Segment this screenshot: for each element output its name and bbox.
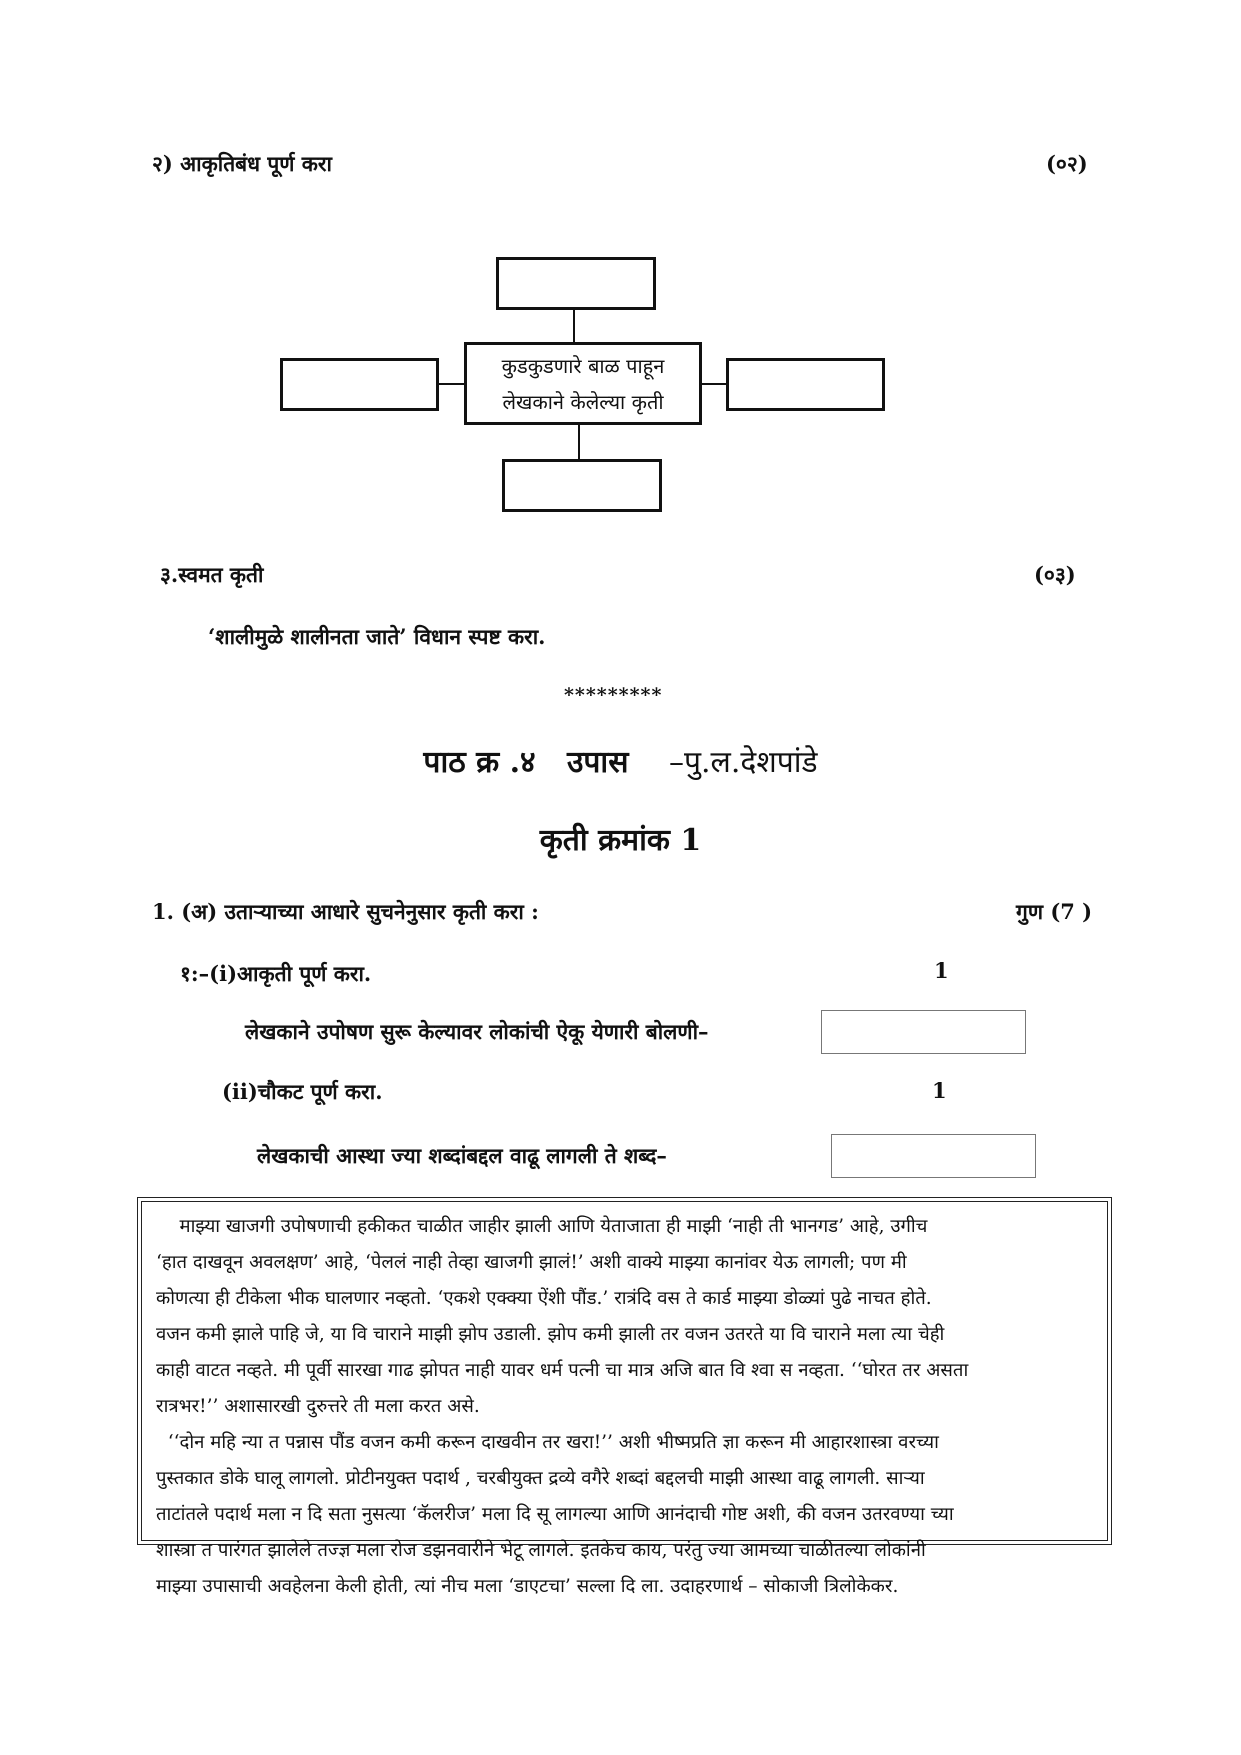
separator-stars: ********* [564, 684, 663, 706]
passage-line-3: कोणत्या ही टीकेला भीक घालणार नव्हतो. ‘एकशे एक्क्या ऐंशी पौंड.’ रात्रंदि वस ते कार्ड माझ्या डोळ्यां पुढे नाचत होते. [156, 1288, 932, 1309]
passage-line-8: पुस्तकात डोके घालू लागलो. प्रोटीनयुक्त पदार्थ , चरबीयुक्त द्रव्ये वगैरे शब्दां बद्दलची माझी आस्था वाढू लागली. साऱ्या [156, 1468, 925, 1489]
section3-question: ‘शालीमुळे शालीनता जाते’ विधान स्पष्ट करा. [208, 624, 546, 649]
passage-line-10: शास्त्रा त पारंगत झालेले तज्ज्ञ मला रोज डझनवारीने भेटू लागले. इतकेच काय, परंतु ज्या आमच्या चाळीतल्या लोकांनी [156, 1540, 926, 1561]
passage-body [141, 1201, 1108, 1597]
q1-sub1-label: १:–(i)आकृती पूर्ण करा. [180, 961, 372, 986]
section3-marks: (०३) [1034, 562, 1076, 587]
q1-sub2-answer-box[interactable] [831, 1134, 1036, 1178]
q1-sub2-label: (ii)चौकट पूर्ण करा. [222, 1079, 383, 1104]
q1-sub2-prompt: लेखकाची आस्था ज्या शब्दांबद्दल वाढू लागली ते शब्द– [257, 1143, 667, 1168]
connector-right [700, 383, 728, 385]
q1-sub1-prompt: लेखकाने उपोषण सुरू केल्यावर लोकांची ऐकू येणारी बोलणी– [245, 1019, 709, 1044]
passage-line-2: ‘हात दाखवून अवलक्षण’ आहे, ‘पेललं नाही तेव्हा खाजगी झालं!’ अशी वाक्ये माझ्या कानांवर येऊ लागली; पण मी [156, 1252, 907, 1273]
q1-title: 1. (अ) उताऱ्याच्या आधारे सुचनेनुसार कृती करा : [152, 899, 539, 924]
lesson-author: –पु.ल.देशपांडे [668, 745, 818, 780]
passage-line-1: माझ्या खाजगी उपोषणाची हकीकत चाळीत जाहीर झाली आणि येताजाता ही माझी ‘नाही ती भानगड’ आहे, उगीच [156, 1216, 928, 1237]
activity-title: कृती क्रमांक 1 [539, 823, 702, 858]
diagram-box-top[interactable] [496, 257, 656, 310]
passage-line-7: ‘‘दोन महि न्या त पन्नास पौंड वजन कमी करून दाखवीन तर खरा!’’ अशी भीष्मप्रति ज्ञा करून मी आहारशास्त्रा वरच्या [156, 1432, 939, 1453]
passage-line-9: ताटांतले पदार्थ मला न दि सता नुसत्या ‘कॅलरीज’ मला दि सू लागल्या आणि आनंदाची गोष्ट अशी, की वजन उतरवण्या च्या [156, 1504, 954, 1525]
diagram-center-line2: लेखकाने केलेल्या कृती [502, 389, 664, 414]
lesson-title [0, 740, 1241, 781]
connector-bottom [578, 423, 580, 461]
section3-title: ३.स्वमत कृती [160, 562, 264, 587]
section2-marks: (०२) [1046, 151, 1088, 176]
diagram-box-right[interactable] [726, 358, 885, 411]
diagram-box-bottom[interactable] [502, 459, 662, 512]
q1-sub2-marks: 1 [932, 1078, 947, 1103]
passage-line-6: रात्रभर!’’ अशासारखी दुरुत्तरे ती मला करत असे. [156, 1396, 480, 1417]
q1-sub1-marks: 1 [934, 958, 949, 983]
passage-line-4: वजन कमी झाले पाहि जे, या वि चाराने माझी झोप उडाली. झोप कमी झाली तर वजन उतरते या वि चाराने मला त्या चेही [156, 1324, 945, 1345]
diagram-box-left[interactable] [280, 358, 439, 411]
passage-line-11: माझ्या उपासाची अवहेलना केली होती, त्यां नीच मला ‘डाएटचा’ सल्ला दि ला. उदाहरणार्थ – सोकाजी त्रिलोकेकर. [156, 1576, 899, 1597]
q1-marks: गुण (7 ) [1016, 899, 1093, 924]
section2-title: २) आकृतिबंध पूर्ण करा [152, 151, 332, 176]
q1-sub1-answer-box[interactable] [821, 1010, 1026, 1054]
passage-line-5: काही वाटत नव्हते. मी पूर्वी सारखा गाढ झोपत नाही यावर धर्म पत्नी चा मात्र अजि बात वि श्वा स नव्हता. ‘‘घोरत तर असता [156, 1360, 969, 1381]
diagram-center-box [464, 342, 702, 425]
diagram-center-line1: कुडकुडणारे बाळ पाहून [501, 353, 665, 378]
connector-top [573, 307, 575, 345]
connector-left [437, 383, 465, 385]
lesson-name: पाठ क्र .४ उपास [423, 745, 629, 780]
passage-frame [137, 1197, 1112, 1597]
